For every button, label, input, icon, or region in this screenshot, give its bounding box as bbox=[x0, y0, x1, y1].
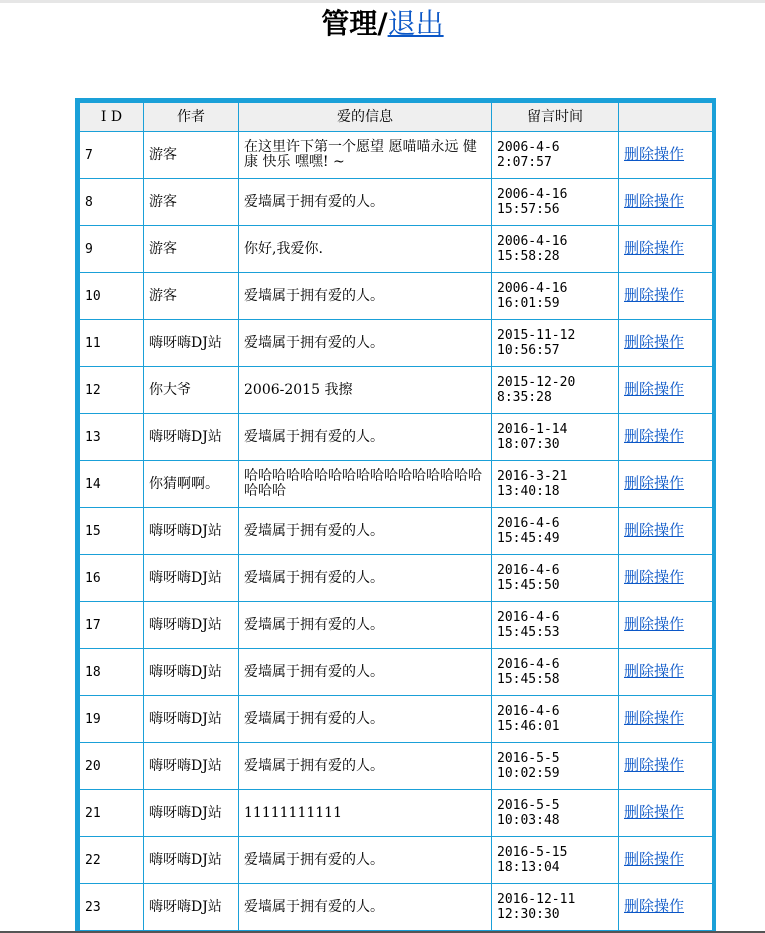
cell-date-text: 2016-4-6 bbox=[497, 563, 560, 578]
cell-date-text: 2016-4-6 bbox=[497, 657, 560, 672]
cell-action bbox=[619, 508, 714, 555]
delete-link[interactable]: 删除操作 bbox=[624, 192, 685, 210]
delete-link[interactable]: 删除操作 bbox=[624, 615, 685, 633]
cell-message: 爱墙属于拥有爱的人。 bbox=[239, 884, 492, 931]
cell-action bbox=[619, 555, 714, 602]
cell-date-text: 2006-4-16 bbox=[497, 234, 568, 249]
table-row bbox=[80, 414, 714, 461]
cell-author: 嗨呀嗨DJ站 bbox=[144, 790, 239, 837]
cell-date-text: 2006-4-16 bbox=[497, 281, 568, 296]
message-table-container bbox=[75, 98, 716, 933]
delete-link[interactable]: 删除操作 bbox=[624, 521, 685, 539]
cell-id: 21 bbox=[80, 790, 144, 837]
cell-id: 17 bbox=[80, 602, 144, 649]
cell-author: 嗨呀嗨DJ站 bbox=[144, 508, 239, 555]
table-row bbox=[80, 790, 714, 837]
page-title bbox=[0, 6, 765, 42]
delete-link[interactable]: 删除操作 bbox=[624, 897, 685, 915]
delete-link[interactable]: 删除操作 bbox=[624, 709, 685, 727]
table-row bbox=[80, 508, 714, 555]
cell-author: 嗨呀嗨DJ站 bbox=[144, 884, 239, 931]
cell-action bbox=[619, 743, 714, 790]
cell-action bbox=[619, 132, 714, 179]
cell-id: 13 bbox=[80, 414, 144, 461]
cell-message: 爱墙属于拥有爱的人。 bbox=[239, 508, 492, 555]
cell-clock-text: 15:45:50 bbox=[497, 578, 560, 593]
cell-clock-text: 15:45:49 bbox=[497, 531, 560, 546]
cell-author: 游客 bbox=[144, 273, 239, 320]
cell-message: 哈哈哈哈哈哈哈哈哈哈哈哈哈哈哈哈哈哈哈哈 bbox=[239, 461, 492, 508]
cell-author: 嗨呀嗨DJ站 bbox=[144, 320, 239, 367]
column-header-id: I D bbox=[80, 103, 144, 132]
delete-link[interactable]: 删除操作 bbox=[624, 380, 685, 398]
cell-date-text: 2016-3-21 bbox=[497, 469, 568, 484]
cell-time bbox=[492, 226, 619, 273]
cell-date-text: 2016-1-14 bbox=[497, 422, 568, 437]
cell-author: 嗨呀嗨DJ站 bbox=[144, 555, 239, 602]
cell-author: 嗨呀嗨DJ站 bbox=[144, 696, 239, 743]
delete-link[interactable]: 删除操作 bbox=[624, 756, 685, 774]
table-row bbox=[80, 273, 714, 320]
table-row bbox=[80, 179, 714, 226]
cell-date-text: 2016-4-6 bbox=[497, 704, 560, 719]
table-row bbox=[80, 696, 714, 743]
column-header-action bbox=[619, 103, 714, 132]
cell-id: 23 bbox=[80, 884, 144, 931]
logout-link[interactable]: 退出 bbox=[387, 7, 444, 40]
cell-time bbox=[492, 790, 619, 837]
cell-id: 19 bbox=[80, 696, 144, 743]
table-row bbox=[80, 461, 714, 508]
cell-clock-text: 15:45:58 bbox=[497, 672, 560, 687]
cell-time bbox=[492, 837, 619, 884]
cell-time bbox=[492, 132, 619, 179]
cell-id: 12 bbox=[80, 367, 144, 414]
cell-action bbox=[619, 884, 714, 931]
cell-clock-text: 10:56:57 bbox=[497, 343, 560, 358]
cell-message: 爱墙属于拥有爱的人。 bbox=[239, 837, 492, 884]
cell-clock-text: 10:02:59 bbox=[497, 766, 560, 781]
cell-clock-text: 12:30:30 bbox=[497, 907, 560, 922]
cell-message: 爱墙属于拥有爱的人。 bbox=[239, 602, 492, 649]
cell-action bbox=[619, 414, 714, 461]
cell-clock-text: 8:35:28 bbox=[497, 390, 552, 405]
cell-clock-text: 15:58:28 bbox=[497, 249, 560, 264]
cell-author: 你大爷 bbox=[144, 367, 239, 414]
cell-clock-text: 2:07:57 bbox=[497, 155, 552, 170]
message-table bbox=[79, 102, 714, 931]
table-row bbox=[80, 884, 714, 931]
cell-message: 爱墙属于拥有爱的人。 bbox=[239, 743, 492, 790]
cell-id: 7 bbox=[80, 132, 144, 179]
cell-author: 游客 bbox=[144, 132, 239, 179]
cell-message: 爱墙属于拥有爱的人。 bbox=[239, 320, 492, 367]
title-text: 管理/ bbox=[321, 7, 388, 40]
cell-message: 爱墙属于拥有爱的人。 bbox=[239, 555, 492, 602]
cell-id: 11 bbox=[80, 320, 144, 367]
delete-link[interactable]: 删除操作 bbox=[624, 474, 685, 492]
cell-id: 15 bbox=[80, 508, 144, 555]
table-row bbox=[80, 602, 714, 649]
table-row bbox=[80, 649, 714, 696]
cell-time bbox=[492, 508, 619, 555]
table-row bbox=[80, 555, 714, 602]
delete-link[interactable]: 删除操作 bbox=[624, 568, 685, 586]
cell-id: 18 bbox=[80, 649, 144, 696]
delete-link[interactable]: 删除操作 bbox=[624, 239, 685, 257]
cell-clock-text: 10:03:48 bbox=[497, 813, 560, 828]
cell-action bbox=[619, 273, 714, 320]
cell-author: 嗨呀嗨DJ站 bbox=[144, 743, 239, 790]
delete-link[interactable]: 删除操作 bbox=[624, 850, 685, 868]
cell-date-text: 2015-12-20 bbox=[497, 375, 576, 390]
delete-link[interactable]: 删除操作 bbox=[624, 427, 685, 445]
cell-clock-text: 15:57:56 bbox=[497, 202, 560, 217]
table-row bbox=[80, 226, 714, 273]
cell-date-text: 2016-4-6 bbox=[497, 610, 560, 625]
cell-message: 爱墙属于拥有爱的人。 bbox=[239, 649, 492, 696]
cell-message: 在这里许下第一个愿望 愿喵喵永远 健康 快乐 嘿嘿! ~ bbox=[239, 132, 492, 179]
table-body bbox=[80, 132, 714, 931]
cell-time bbox=[492, 649, 619, 696]
cell-time bbox=[492, 273, 619, 320]
table-row bbox=[80, 132, 714, 179]
cell-action bbox=[619, 696, 714, 743]
cell-time bbox=[492, 414, 619, 461]
cell-time bbox=[492, 367, 619, 414]
cell-author: 游客 bbox=[144, 226, 239, 273]
table-row bbox=[80, 367, 714, 414]
cell-time bbox=[492, 743, 619, 790]
cell-message: 爱墙属于拥有爱的人。 bbox=[239, 414, 492, 461]
cell-id: 9 bbox=[80, 226, 144, 273]
cell-clock-text: 18:07:30 bbox=[497, 437, 560, 452]
column-header-time: 留言时间 bbox=[492, 103, 619, 132]
cell-id: 14 bbox=[80, 461, 144, 508]
delete-link[interactable]: 删除操作 bbox=[624, 145, 685, 163]
cell-clock-text: 16:01:59 bbox=[497, 296, 560, 311]
cell-date-text: 2016-4-6 bbox=[497, 516, 560, 531]
table-row bbox=[80, 743, 714, 790]
cell-action bbox=[619, 461, 714, 508]
cell-author: 游客 bbox=[144, 179, 239, 226]
cell-time bbox=[492, 179, 619, 226]
cell-clock-text: 15:46:01 bbox=[497, 719, 560, 734]
cell-date-text: 2016-5-5 bbox=[497, 798, 560, 813]
delete-link[interactable]: 删除操作 bbox=[624, 803, 685, 821]
cell-time bbox=[492, 555, 619, 602]
cell-action bbox=[619, 649, 714, 696]
cell-id: 8 bbox=[80, 179, 144, 226]
cell-author: 嗨呀嗨DJ站 bbox=[144, 837, 239, 884]
column-header-message: 爱的信息 bbox=[239, 103, 492, 132]
cell-time bbox=[492, 320, 619, 367]
cell-author: 嗨呀嗨DJ站 bbox=[144, 414, 239, 461]
cell-time bbox=[492, 696, 619, 743]
cell-id: 10 bbox=[80, 273, 144, 320]
cell-date-text: 2016-5-15 bbox=[497, 845, 568, 860]
top-divider bbox=[0, 0, 765, 3]
cell-action bbox=[619, 367, 714, 414]
cell-message: 爱墙属于拥有爱的人。 bbox=[239, 273, 492, 320]
cell-date-text: 2006-4-6 bbox=[497, 140, 560, 155]
cell-action bbox=[619, 602, 714, 649]
delete-link[interactable]: 删除操作 bbox=[624, 662, 685, 680]
cell-id: 16 bbox=[80, 555, 144, 602]
table-header-row bbox=[80, 103, 714, 132]
cell-message: 你好,我爱你. bbox=[239, 226, 492, 273]
cell-clock-text: 18:13:04 bbox=[497, 860, 560, 875]
delete-link[interactable]: 删除操作 bbox=[624, 333, 685, 351]
cell-clock-text: 15:45:53 bbox=[497, 625, 560, 640]
cell-action bbox=[619, 320, 714, 367]
cell-time bbox=[492, 461, 619, 508]
cell-time bbox=[492, 602, 619, 649]
cell-author: 嗨呀嗨DJ站 bbox=[144, 649, 239, 696]
cell-action bbox=[619, 837, 714, 884]
cell-date-text: 2015-11-12 bbox=[497, 328, 576, 343]
cell-author: 嗨呀嗨DJ站 bbox=[144, 602, 239, 649]
cell-action bbox=[619, 179, 714, 226]
column-header-author: 作者 bbox=[144, 103, 239, 132]
cell-message: 2006-2015 我擦 bbox=[239, 367, 492, 414]
cell-action bbox=[619, 226, 714, 273]
cell-date-text: 2016-12-11 bbox=[497, 892, 576, 907]
cell-message: 11111111111 bbox=[239, 790, 492, 837]
delete-link[interactable]: 删除操作 bbox=[624, 286, 685, 304]
table-row bbox=[80, 837, 714, 884]
cell-message: 爱墙属于拥有爱的人。 bbox=[239, 696, 492, 743]
cell-author: 你猜啊啊。 bbox=[144, 461, 239, 508]
cell-time bbox=[492, 884, 619, 931]
table-row bbox=[80, 320, 714, 367]
cell-action bbox=[619, 790, 714, 837]
cell-id: 20 bbox=[80, 743, 144, 790]
cell-message: 爱墙属于拥有爱的人。 bbox=[239, 179, 492, 226]
cell-date-text: 2006-4-16 bbox=[497, 187, 568, 202]
cell-id: 22 bbox=[80, 837, 144, 884]
cell-clock-text: 13:40:18 bbox=[497, 484, 560, 499]
cell-date-text: 2016-5-5 bbox=[497, 751, 560, 766]
